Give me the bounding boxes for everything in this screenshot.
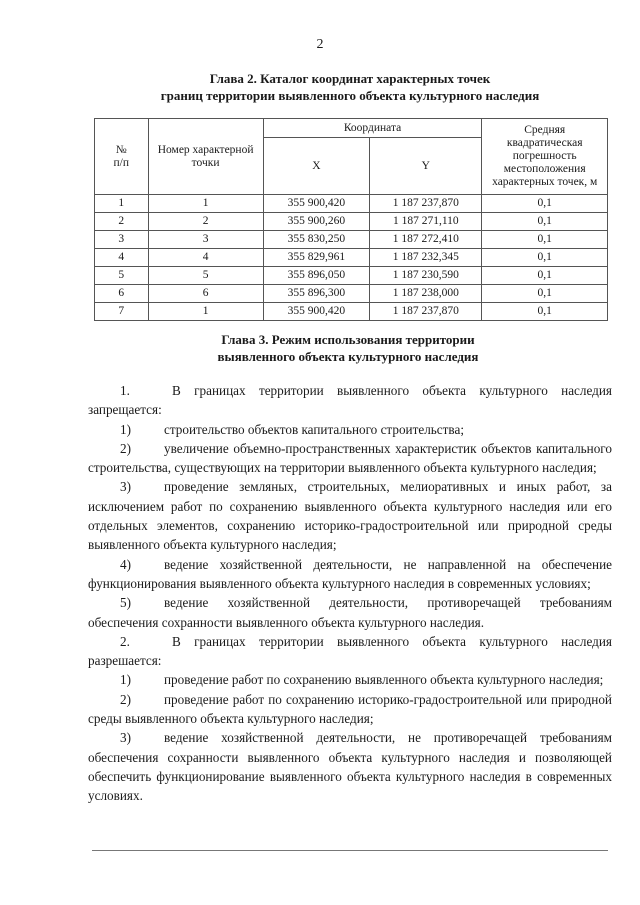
cell-point-number: 1 — [148, 195, 263, 213]
section-text: В границах территории выявленного объекта культурного наследия запрещается: — [88, 383, 612, 418]
chapter-2-title-line1: Глава 2. Каталог координат характерных точек — [209, 71, 491, 86]
cell-row-number: 7 — [95, 303, 149, 321]
list-item-text: проведение работ по сохранению выявленного объекта культурного наследия; — [164, 672, 604, 688]
chapter-3-title-line2: выявленного объекта культурного наследия — [217, 349, 479, 364]
section-number: 2. — [120, 633, 130, 649]
cell-point-number: 1 — [148, 303, 263, 321]
cell-row-number: 2 — [95, 213, 149, 231]
cell-y: 1 187 271,110 — [370, 213, 482, 231]
footer-divider — [92, 850, 608, 851]
list-item-text: проведение работ по сохранению историко-градостроительной или природной среды выявленного объекта культурного наследия; — [88, 691, 612, 727]
column-header-x: X — [263, 138, 370, 195]
list-item-number: 2) — [120, 691, 131, 707]
chapter-3-heading — [88, 331, 608, 365]
list-item-text: ведение хозяйственной деятельности, не противоречащей требованиям обеспечения сохранности выявленного объекта культурного наследия и позволяющей обеспечить функционирование выявленного объекта культурного наследия в современных условиях. — [88, 730, 612, 804]
list-item-number: 1) — [120, 421, 131, 437]
cell-row-number: 4 — [95, 249, 149, 267]
cell-x: 355 829,961 — [263, 249, 370, 267]
column-header-number — [95, 119, 149, 195]
coordinates-table — [94, 118, 608, 321]
column-header-number-pp: п/п — [113, 156, 130, 169]
chapter-3-body — [88, 381, 612, 806]
column-header-error: Средняя квадратическая погрешность местоположения характерных точек, м — [482, 119, 608, 195]
list-item — [88, 690, 612, 729]
cell-x: 355 900,420 — [263, 195, 370, 213]
cell-y: 1 187 237,870 — [370, 303, 482, 321]
cell-point-number: 2 — [148, 213, 263, 231]
list-item-number: 3) — [120, 730, 131, 746]
cell-y: 1 187 232,345 — [370, 249, 482, 267]
cell-row-number: 1 — [95, 195, 149, 213]
cell-y: 1 187 230,590 — [370, 267, 482, 285]
coordinates-table-body — [95, 195, 608, 321]
cell-error: 0,1 — [482, 231, 608, 249]
table-row — [95, 303, 608, 321]
section-text: В границах территории выявленного объекта культурного наследия разрешается: — [88, 633, 612, 669]
chapter-2-title-line2: границ территории выявленного объекта культурного наследия — [160, 88, 540, 103]
list-item-number: 5) — [120, 595, 131, 611]
list-item-number: 3) — [120, 479, 131, 495]
cell-error: 0,1 — [482, 195, 608, 213]
cell-error: 0,1 — [482, 249, 608, 267]
chapter-3-title-line1: Глава 3. Режим использования территории — [221, 332, 475, 347]
list-item-text: проведение земляных, строительных, мелиоративных и иных работ, за исключением работ по сохранению выявленного объекта культурного наследия или его отдельных элементов, сохранению историко-градостроительной или природной среды выявленного объекта культурного наследия; — [88, 479, 612, 553]
list-item-text: ведение хозяйственной деятельности, противоречащей требованиям обеспечения сохранности выявленного объекта культурного наследия. — [88, 595, 612, 630]
list-item — [88, 439, 612, 478]
cell-point-number: 6 — [148, 285, 263, 303]
cell-x: 355 900,260 — [263, 213, 370, 231]
list-item — [88, 420, 612, 439]
cell-error: 0,1 — [482, 285, 608, 303]
list-item-number: 4) — [120, 556, 131, 572]
table-row — [95, 267, 608, 285]
cell-point-number: 5 — [148, 267, 263, 285]
cell-row-number: 3 — [95, 231, 149, 249]
column-header-number-no: № — [115, 143, 127, 156]
list-item — [88, 728, 612, 805]
column-header-point: Номер характерной точки — [148, 119, 263, 195]
cell-x: 355 896,050 — [263, 267, 370, 285]
cell-point-number: 3 — [148, 231, 263, 249]
cell-error: 0,1 — [482, 267, 608, 285]
table-row — [95, 249, 608, 267]
page-number: 2 — [316, 37, 324, 52]
cell-x: 355 900,420 — [263, 303, 370, 321]
list-item-text: ведение хозяйственной деятельности, не направленной на обеспечение функционирования выявленного объекта культурного наследия в современных условиях; — [88, 556, 612, 591]
list-item — [88, 670, 612, 689]
cell-x: 355 830,250 — [263, 231, 370, 249]
table-row — [95, 285, 608, 303]
list-item — [88, 593, 612, 632]
chapter-2-heading — [80, 70, 620, 104]
cell-point-number: 4 — [148, 249, 263, 267]
list-item — [88, 477, 612, 554]
section-number: 1. — [120, 383, 130, 398]
list-item-number: 1) — [120, 672, 131, 688]
cell-y: 1 187 238,000 — [370, 285, 482, 303]
cell-error: 0,1 — [482, 213, 608, 231]
list-item-text: увеличение объемно-пространственных характеристик объектов капитального строительства, существующих на территории выявленного объекта культурного наследия; — [88, 440, 612, 476]
column-header-coordinate: Координата — [263, 119, 482, 138]
cell-error: 0,1 — [482, 303, 608, 321]
list-item-number: 2) — [120, 440, 131, 456]
cell-row-number: 6 — [95, 285, 149, 303]
section-paragraph — [88, 381, 612, 420]
list-item-text: строительство объектов капитального строительства; — [164, 421, 464, 437]
table-row — [95, 213, 608, 231]
column-header-y: Y — [370, 138, 482, 195]
table-row — [95, 195, 608, 213]
cell-y: 1 187 237,870 — [370, 195, 482, 213]
cell-y: 1 187 272,410 — [370, 231, 482, 249]
section-paragraph — [88, 632, 612, 671]
table-row — [95, 231, 608, 249]
list-item — [88, 555, 612, 594]
cell-x: 355 896,300 — [263, 285, 370, 303]
cell-row-number: 5 — [95, 267, 149, 285]
